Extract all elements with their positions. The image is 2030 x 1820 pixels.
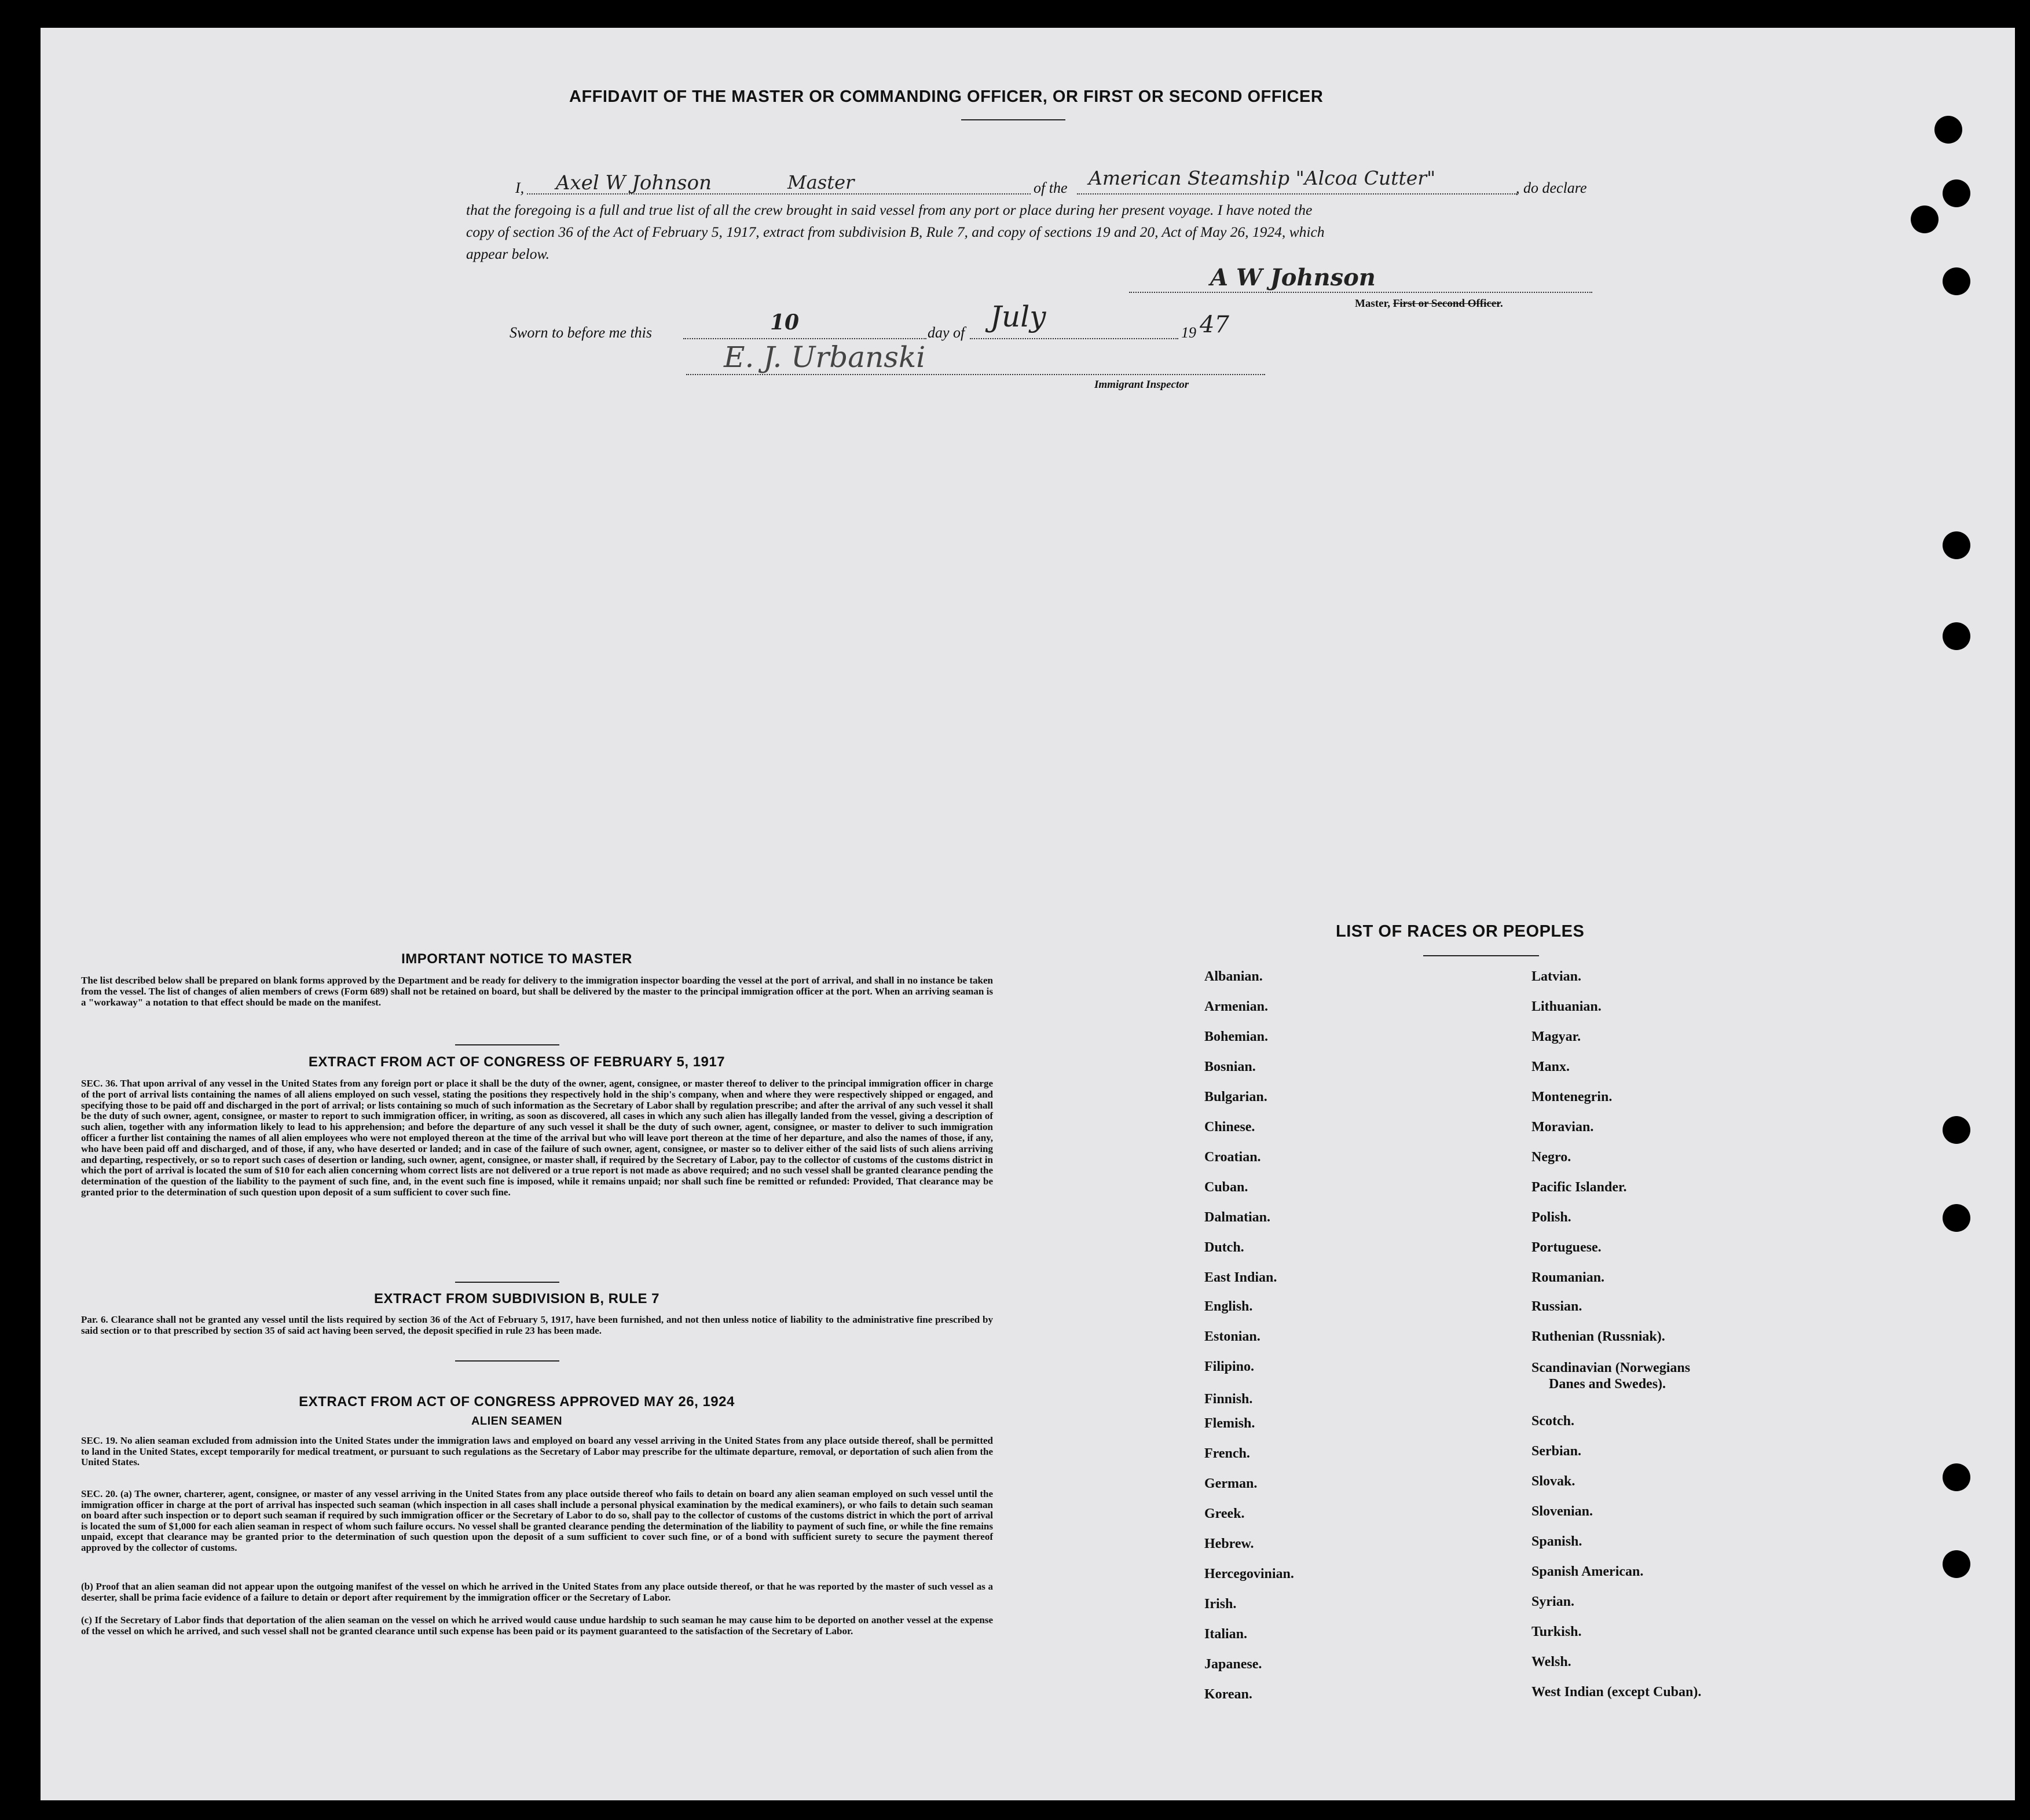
- race-item: Latvian.: [1531, 969, 1582, 984]
- signature-line: [1129, 292, 1592, 293]
- affidavit-line-2: that the foregoing is a full and true list of all the crew brought in said vessel from any port or place during her present voyage. I have noted the: [466, 201, 1313, 218]
- declare-label: , do declare: [1516, 179, 1587, 196]
- race-item: English.: [1204, 1299, 1253, 1314]
- race-item: Albanian.: [1204, 969, 1263, 984]
- day-line: [683, 324, 926, 339]
- divider: [455, 1044, 559, 1045]
- race-item: Portuguese.: [1531, 1240, 1602, 1255]
- race-item: Chinese.: [1204, 1120, 1255, 1135]
- race-item: Filipino.: [1204, 1359, 1255, 1374]
- race-item: Russian.: [1531, 1299, 1582, 1314]
- race-item: East Indian.: [1204, 1270, 1277, 1285]
- day-of-label: day of: [928, 324, 965, 341]
- rule7-heading: EXTRACT FROM SUBDIVISION B, RULE 7: [373, 1291, 660, 1307]
- sec20a-text: SEC. 20. (a) The owner, charterer, agent, consignee, or master of any vessel arriving in the United States from any place outside thereof who fails to detain on board any alien seaman employed on such vessel until the immigration officer in charge at the port of arrival has inspected such seaman (which inspection in all cases shall include a personal physical examination by the medical examiners), or who fails to detain such seaman on board after such inspection or to deport such seaman if required by such immigration officer or the Secretary of Labor to do so, shall pay to the collector of customs of the customs district in which the port of arrival is located the sum of $1,000 for each alien seaman in respect of whom such failure occurs. No vessel shall be granted clearance pending the determination of the liability to payment of such fine, or while the fine remains unpaid, except that clearance may be granted prior to the determination of such question upon the deposit of a sum sufficient to cover such fine, or of a bond with sufficient surety to secure the payment thereof approved by the collector of customs.: [81, 1488, 993, 1553]
- race-item: Spanish.: [1531, 1534, 1582, 1549]
- rule7-text: Par. 6. Clearance shall not be granted any vessel until the lists required by section 36 of the Act of February 5, 1917, have been furnished, and not then unless notice of liability to the administrative fine prescribed by said section or to that prescribed by section 35 of said act having been served, the deposit specified in rule 23 has been made.: [81, 1314, 993, 1336]
- punch-hole: [1911, 206, 1939, 233]
- punch-hole: [1943, 267, 1970, 295]
- race-item: Slovenian.: [1531, 1504, 1593, 1519]
- race-item: Estonian.: [1204, 1329, 1260, 1344]
- divider: [1423, 955, 1539, 956]
- affidavit-heading: AFFIDAVIT OF THE MASTER OR COMMANDING OFFICER, OR FIRST OR SECOND OFFICER: [569, 87, 1324, 106]
- race-item: Bulgarian.: [1204, 1089, 1267, 1105]
- extract-1917-heading: EXTRACT FROM ACT OF CONGRESS OF FEBRUARY 5, 1917: [308, 1054, 725, 1070]
- master-signature: A W Johnson: [1210, 264, 1376, 291]
- punch-hole: [1943, 1116, 1970, 1144]
- race-item: Korean.: [1204, 1687, 1252, 1702]
- divider: [961, 119, 1065, 120]
- sec20b-text: (b) Proof that an alien seaman did not appear upon the outgoing manifest of the vessel on which he arrived in the United States from any place outside thereof, or that he was reported by the master of such vessel as a deserter, shall be prima facie evidence of a failure to detain or deport after requirement by the immigration officer or the Secretary of Labor.: [81, 1581, 993, 1603]
- race-item: Italian.: [1204, 1627, 1248, 1642]
- form-sheet: [41, 28, 2015, 1800]
- race-item: Serbian.: [1531, 1444, 1582, 1459]
- race-item: Dalmatian.: [1204, 1210, 1270, 1225]
- year-printed: 19: [1181, 324, 1196, 341]
- extract-1924-heading: EXTRACT FROM ACT OF CONGRESS APPROVED MAY 26, 1924: [299, 1394, 735, 1410]
- punch-hole: [1934, 116, 1962, 144]
- master-name-handwritten: Axel W Johnson: [556, 171, 712, 195]
- race-item: Dutch.: [1204, 1240, 1244, 1255]
- race-item: Bohemian.: [1204, 1029, 1269, 1044]
- affidavit-line-3: copy of section 36 of the Act of February 5, 1917, extract from subdivision B, Rule 7, and copy of sections 19 and 20, Act of May 26, 1924, which: [466, 223, 1325, 240]
- day-handwritten: 10: [770, 310, 800, 335]
- race-item: Polish.: [1531, 1210, 1571, 1225]
- race-item: Ruthenian (Russniak).: [1531, 1329, 1665, 1344]
- race-item: Japanese.: [1204, 1657, 1262, 1672]
- punch-hole: [1943, 1204, 1970, 1232]
- divider: [455, 1360, 559, 1362]
- race-item: Montenegrin.: [1531, 1089, 1613, 1105]
- race-item: Scandinavian (Norwegians: [1531, 1360, 1691, 1375]
- sec20c-text: (c) If the Secretary of Labor finds that deportation of the alien seaman on the vessel on which he arrived would cause undue hardship to such seaman he may cause him to be deported on another vessel at the expense of the vessel on which he arrived, and such vessel shall not be granted clearance until such expense has been paid or its payment guaranteed to the satisfaction of the Secretary of Labor.: [81, 1614, 993, 1636]
- races-heading: LIST OF RACES OR PEOPLES: [1336, 922, 1585, 941]
- punch-hole: [1943, 179, 1970, 207]
- race-item: French.: [1204, 1446, 1250, 1461]
- month-handwritten: July: [990, 300, 1046, 333]
- signer-title-period: .: [1500, 298, 1503, 310]
- inspector-line: [686, 374, 1265, 375]
- race-item: Scotch.: [1531, 1414, 1574, 1429]
- extract-1917-text: SEC. 36. That upon arrival of any vessel in the United States from any foreign port or place it shall be the duty of the owner, agent, consignee, or master thereof to deliver to the principal immigration officer in charge of the port of arrival lists containing the names of all aliens employed on such vessel, stating the positions they respectively hold in the ship's company, when and where they were respectively shipped or engaged, and specifying those to be paid off and discharged in the port of arrival; or lists containing so much of such information as the Secretary of Labor shall by regulation prescribe; and after the arrival of any such vessel it shall be the duty of such owner, agent, consignee, or master to report to such immigration officer, in writing, as soon as discovered, all cases in which any such alien has illegally landed from the vessel, giving a description of such alien, together with any information likely to lead to his apprehension; and before the departure of any such vessel it shall be the duty of such owner, agent, consignee, or master to deliver to such immigration officer a further list containing the names of all alien employees who were not employed thereon at the time of the arrival but who will leave port thereon at the time of her departure, and also the names of those, if any, who have been paid off and discharged, and of those, if any, who have deserted or landed; and in case of the failure of such owner, agent, consignee, or master so to deliver either of the said lists of such aliens arriving and departing, respectively, or so to report such cases of desertion or landing, such owner, agent, consignee, or master shall, if required by the Secretary of Labor, pay to the collector of customs of the customs district in which the port of arrival is located the sum of $10 for each alien concerning whom correct lists are not delivered or a true report is not made as above required; and no such vessel shall be granted clearance pending the determination of the question of the liability to the payment of such fine, and, in the event such fine is imposed, while it remains unpaid; nor shall such fine be remitted or refunded: Provided, That clearance may be granted prior to the determination of such question upon deposit of a sum sufficient to cover such fine.: [81, 1078, 993, 1198]
- sec19-text: SEC. 19. No alien seaman excluded from admission into the United States under the immigration laws and employed on board any vessel arriving in the United States from any place outside thereof, shall be permitted to land in the United States, except temporarily for medical treatment, or pursuant to such regulations as the Secretary of Labor may prescribe for the ultimate departure, removal, or deportation of such alien from the United States.: [81, 1435, 993, 1468]
- race-item: West Indian (except Cuban).: [1531, 1685, 1702, 1700]
- race-item: Armenian.: [1204, 999, 1268, 1014]
- race-item: Cuban.: [1204, 1180, 1248, 1195]
- race-item: Slovak.: [1531, 1474, 1575, 1489]
- punch-hole: [1943, 1550, 1970, 1578]
- race-item: Flemish.: [1204, 1416, 1255, 1431]
- race-item: Hercegovinian.: [1204, 1566, 1294, 1582]
- inspector-signature: E. J. Urbanski: [724, 340, 926, 374]
- affidavit-line-4: appear below.: [466, 245, 550, 262]
- race-item: Danes and Swedes).: [1549, 1377, 1666, 1392]
- race-item: Moravian.: [1531, 1120, 1594, 1135]
- signer-title-master: Master,: [1355, 298, 1391, 310]
- race-item: Welsh.: [1531, 1654, 1571, 1669]
- race-item: Lithuanian.: [1531, 999, 1602, 1014]
- race-item: Syrian.: [1531, 1594, 1575, 1609]
- race-item: German.: [1204, 1476, 1258, 1491]
- race-item: Bosnian.: [1204, 1059, 1256, 1074]
- notice-heading: IMPORTANT NOTICE TO MASTER: [401, 951, 632, 967]
- rank-handwritten: Master: [787, 171, 855, 193]
- race-item: Greek.: [1204, 1506, 1245, 1521]
- punch-hole: [1943, 622, 1970, 650]
- punch-hole: [1943, 1463, 1970, 1491]
- punch-hole: [1943, 531, 1970, 559]
- of-the-label: of the: [1034, 179, 1068, 196]
- year-handwritten: 47: [1200, 311, 1229, 338]
- i-label: I,: [515, 179, 525, 196]
- alien-seamen-subheading: ALIEN SEAMEN: [471, 1415, 563, 1428]
- signer-title: [1355, 298, 1503, 310]
- inspector-title: Immigrant Inspector: [1094, 379, 1189, 391]
- race-item: Magyar.: [1531, 1029, 1581, 1044]
- race-item: Turkish.: [1531, 1624, 1582, 1639]
- race-item: Spanish American.: [1531, 1564, 1644, 1579]
- race-item: Manx.: [1531, 1059, 1570, 1074]
- race-item: Negro.: [1531, 1150, 1571, 1165]
- sworn-label: Sworn to before me this: [510, 324, 653, 341]
- race-item: Finnish.: [1204, 1392, 1253, 1407]
- race-item: Irish.: [1204, 1597, 1237, 1612]
- race-item: Pacific Islander.: [1531, 1180, 1627, 1195]
- vessel-handwritten: American Steamship "Alcoa Cutter": [1089, 167, 1436, 189]
- race-item: Croatian.: [1204, 1150, 1261, 1165]
- race-item: Roumanian.: [1531, 1270, 1605, 1285]
- race-item: Hebrew.: [1204, 1536, 1254, 1551]
- divider: [455, 1282, 559, 1283]
- notice-text: The list described below shall be prepared on blank forms approved by the Department and be ready for delivery to the immigration inspector boarding the vessel at the port of arrival, and shall in no instance be taken from the vessel. The list of changes of alien members of crews (Form 689) shall not be retained on board, but shall be delivered by the master to the principal immigration officer at the port. When an arriving seaman is a "workaway" a notation to that effect should be made on the manifest.: [81, 975, 993, 1008]
- signer-title-struck: First or Second Officer: [1393, 298, 1500, 310]
